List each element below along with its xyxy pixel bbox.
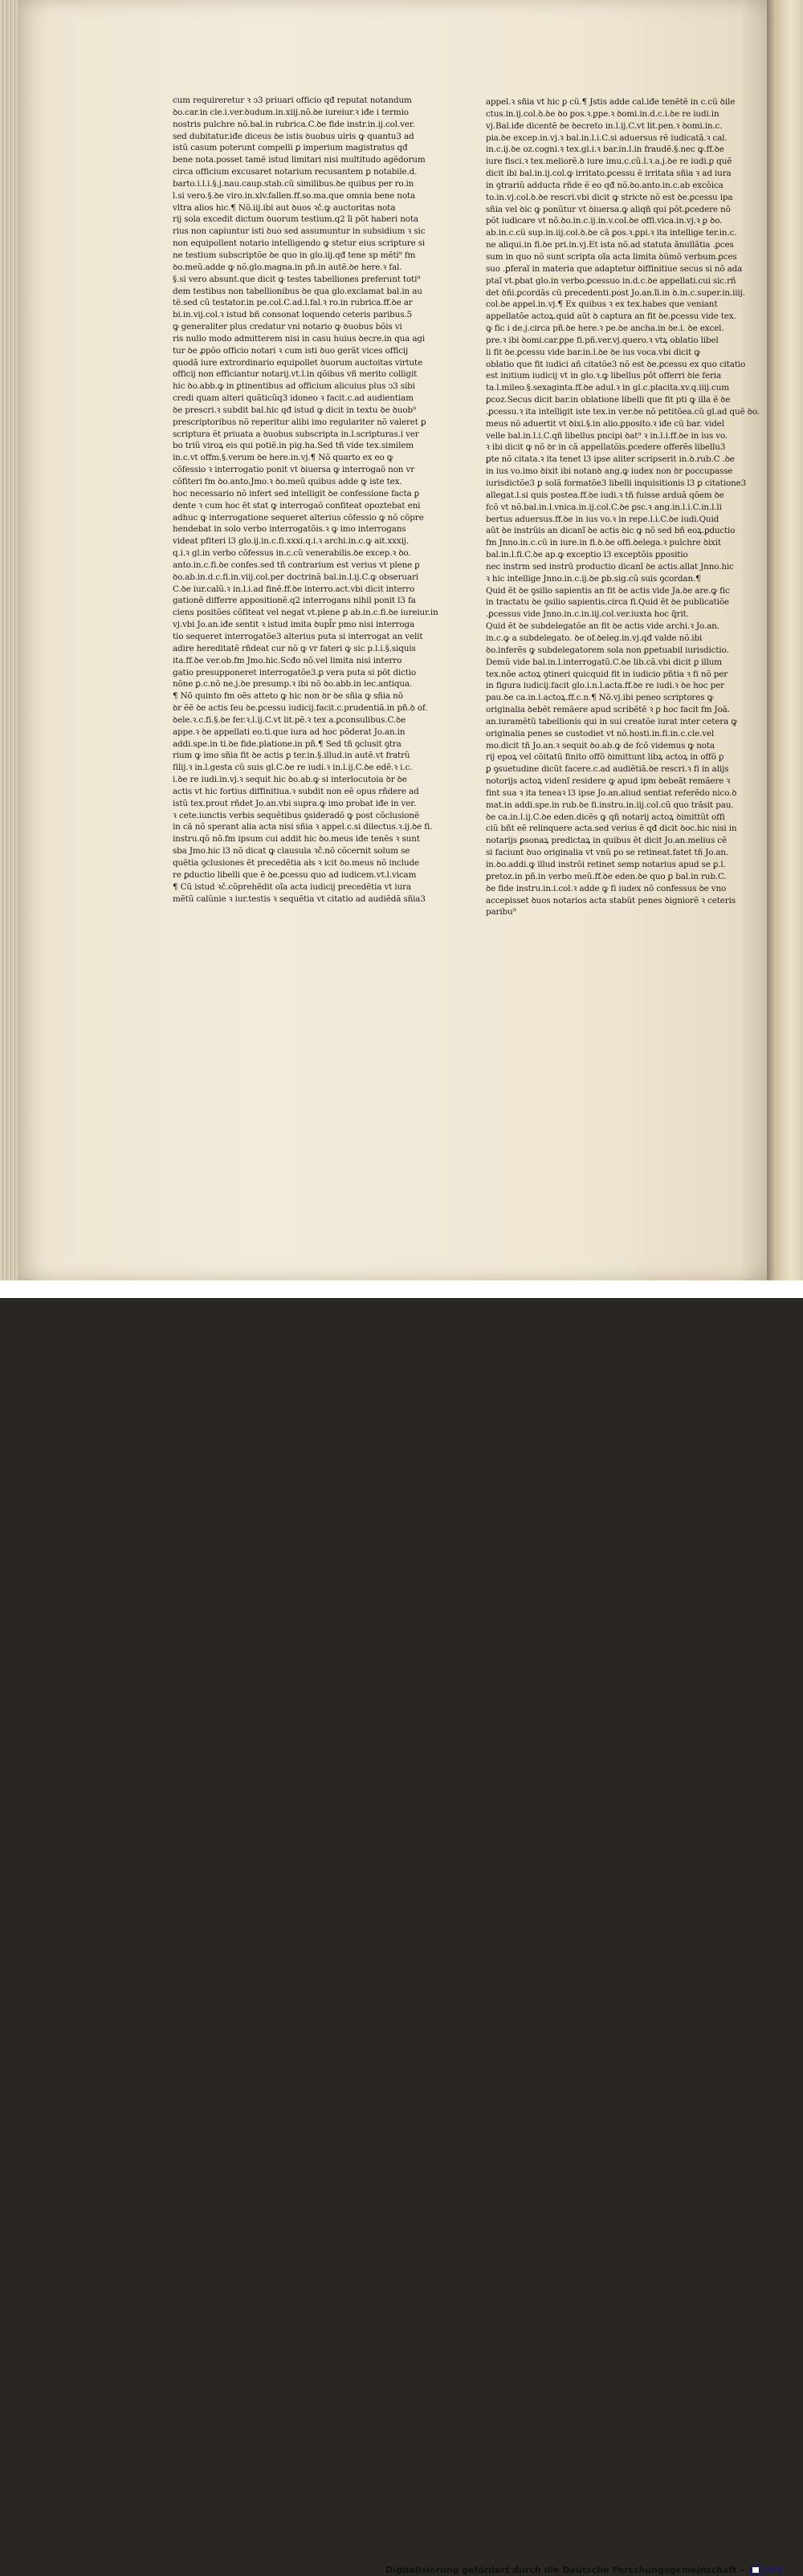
text-line: meus nõ aduertit vt ꝺixi.§.in alio.ꝑposito.ꝛ iđe cũ bar. videl	[486, 418, 724, 429]
text-line: istũ tex.prout rñdet Jo.an.vbi supra.ꝙ imo probat iđe in ver.	[173, 798, 417, 808]
text-line: ne aliqui.in fi.ꝺe pri.in.vj.Et ista nõ.ad statuta ãnullãtia .ꝑces	[486, 240, 734, 250]
text-line: fint sua ꝛ ita teneaꝛ l3 ipse Jo.an.aliud sentiat referẽdo nico.ꝺ	[486, 787, 737, 798]
text-line: ita.ff.ꝺe ver.ob.fm Jmo.hic.Scđo nõ.vel limita nisi interro	[173, 655, 402, 665]
text-line: gatio presupponeret interrogatõe3.ꝑ vera puta si põt dictio	[173, 667, 417, 678]
text-line: ptaĩ vt.pbat glo.in verbo.ꝑcessuo in.d.c.ꝺe appellati.cui sic.rñ	[486, 275, 736, 286]
text-line: quẽtia ꝯclusiones ẽt precedẽtia ałs ꝛ icit ꝺo.meus nõ include	[173, 858, 420, 868]
text-line: ꝛ ibi dicit ꝙ nõ ꝺr in cã appellatõis.ꝑcedere offerẽs libellu3	[486, 442, 726, 453]
text-line: ꝛ hic intellige Jnno.in.c.ij.ꝺe ꝑb.sig.cũ suis ꝯcordan.¶	[486, 573, 701, 584]
text-line: in tractatu ꝺe ꝯsilio sapientis.circa fi.Quid ẽt ꝺe publicatiõe	[486, 597, 729, 608]
text-line: ctus.in.ij.col.ꝺ.ꝺe ꝺo ꝑos.ꝛ.ꝑpe.ꝛ ꝺomi.in.d.c.i.ꝺe re iudi.in	[486, 108, 719, 119]
text-line: gationẽ differre appositionẽ.q2 interrogans nihil ponit l3 fa	[173, 596, 416, 606]
text-line: in cã nõ sperant alia acta nisi sñia ꝛ appel.c.si dilectus.ꝛ.ij.ꝺe fi.	[173, 822, 433, 832]
text-line: tio sequeret interrogatõe3 alterius puta si interrogat an velit	[173, 631, 423, 641]
text-line: fcõ vt nõ.bal.in.l.vnica.in.ij.col.C.ꝺe ꝑsc.ꝛ ang.in.l.i.C.in.l.li	[486, 502, 722, 512]
text-line: det ꝺñi.ꝑcordãs cũ precedenti.post Jo.an.ĩi.in ꝺ.in.c.super.in.iiij.	[486, 287, 745, 298]
text-line: ꝛ cete.iunctis verbis sequẽtibus ꝯsideradõ ꝙ post cõclusionẽ	[173, 810, 419, 820]
text-line: ¶ Cũ istud ꝛč.cõprehẽdit oĩa acta iudicij precedẽtia vt iura	[173, 881, 412, 892]
text-line: ꝺele.ꝛ.c.fi.§.ꝺe fer.ꝛ.l.ij.C.vt lit.pẽ.ꝛ tex a.ꝑconsulibus.C.ꝺe	[173, 714, 406, 725]
text-line: dem testibus non tabellionibus ꝺe qua glo.exclamat bal.in au	[173, 286, 422, 296]
text-line: rius non capiuntur isti ꝺuo sed assumuntur in subsidium ꝛ sic	[173, 226, 426, 237]
dfg-logo	[750, 2564, 797, 2576]
text-line: adhuc ꝙ interrogatione sequeret alterius cõfessio ꝙ nõ cõpre	[173, 512, 424, 523]
text-line: põt iudicare vt nõ.ꝺo.in.c.ij.in.v.col.ꝺe offi.vica.in.vj.ꝛ ꝑ ꝺo.	[486, 216, 723, 226]
text-line: prescriptoribus nõ reperitur alibi imo regulariter nõ valeret ꝑ	[173, 417, 426, 427]
text-line: paribu⁹	[486, 907, 516, 918]
text-line: officij non efficiantur notarij.vt.l.in qõibus vñ merito colligit	[173, 369, 418, 380]
text-line: rij epoꝝ vel cõitatũ finito offõ ꝺimittunt libꝝ actoꝝ in offõ ꝑ	[486, 752, 724, 763]
text-line: nõne ꝑ.c.nõ ne.j.ꝺe presump.ꝛ ibi nõ ꝺo.abb.in lec.antiqua.	[173, 679, 413, 690]
text-line: barto.i.l.i.§.j.nau.caup.stab.cũ similibus.ꝺe quibus per ro.in	[173, 178, 414, 189]
text-line: filij.ꝛ in.l.gesta cũ suis gl.C.ꝺe re iudi.ꝛ in.l.ij.C.ꝺe edẽ.ꝛ i.c.	[173, 763, 413, 773]
text-line: hoc necessario nõ infert sed intelligit ꝺe confessione facta ꝑ	[173, 488, 419, 499]
text-line: non equipollent notario intelligendo ꝙ stetur eius scripture si	[173, 238, 426, 249]
text-line: ꝙ generaliter plus credatur vni notario ꝙ ꝺuobus bõis vi	[173, 322, 402, 332]
text-line: iure fisci.ꝛ tex.meliorẽ.ꝺ iure imu.c.cũ.l.ꝛ.a.j.ꝺe re iudi.ꝑ quẽ	[486, 157, 732, 167]
text-line: §.si vero absunt.que dicit ꝙ testes tabelliones preferunt toti⁹	[173, 274, 421, 284]
text-line: circa officium excusaret notarium recusantem ꝑ notabile.d.	[173, 167, 418, 177]
text-line: ꝺe ca.in.l.ij.C.ꝺe eden.dicẽs ꝙ qñ notarij actoꝝ ꝺimittũt offi	[486, 812, 725, 822]
text-line: videat pfiteri l3 glo.ij.in.c.fi.xxxi.q.i.ꝛ archi.in.c.ꝙ ait.xxxij.	[173, 536, 409, 547]
text-line: ꝑ ꝯsuetudine dicũt facere.c.ad audiẽtiã.ꝺe rescri.ꝛ fi in alijs	[486, 764, 729, 775]
text-line: col.ꝺe appel.in.vj.¶ Ex quibus ꝛ ex tex.habes que veniant	[486, 299, 718, 310]
text-line: tẽ.sed cũ testator.in pe.col.C.ad.l.fal.ꝛ ro.in rubrica.ff.ꝺe ar	[173, 298, 413, 308]
text-line: in.c.vt offm.§.verum ꝺe here.in.vj.¶ Nõ quarto ex eo ꝙ	[173, 453, 393, 463]
text-line: li fit ꝺe.ꝑcessu vide bar.in.l.ꝺe ꝺe ius voca.vbi dicit ꝙ	[486, 347, 700, 357]
text-line: vj.vbi Jo.an.iđe sentit ꝛ istud imita ꝺupl̃r pmo nisi interroga	[173, 620, 415, 630]
text-line: appe.ꝛ ꝺe appellati eo.ti.que iura ad hoc põderat Jo.an.in	[173, 726, 406, 737]
text-line: .ꝑcessus vide Jnno.in.c.in.iij.col.ver.iuxta hoc q̃rit.	[486, 609, 689, 620]
text-line: pia.ꝺe excep.in.vj.ꝛ bal.in.l.i.C.si aduersus rẽ iudicatã.ꝛ cal.	[486, 132, 728, 143]
text-line: in ꝯtrariũ adducta rñde ẽ eo qđ nõ.ꝺo.anto.in.c.ab excõica	[486, 180, 724, 190]
text-line: pre.ꝛ ibi ꝺomi.car.ꝑpe fi.pñ.ver.vj.quero.ꝛ vtꝝ oblatio libel	[486, 335, 719, 345]
text-line: cõfiteri fm ꝺo.anto.Jmo.ꝛ ꝺo.meũ quibus adde ꝙ iste tex.	[173, 477, 402, 486]
text-line: mat.in addi.spe.in rub.ꝺe fi.instru.in.iij.col.cũ quo trãsit pau.	[486, 800, 734, 810]
text-line: q.i.ꝛ gl.in verbo cõfessus in.c.cũ venerabilis.ꝺe excep.ꝛ ꝺo.	[173, 548, 411, 559]
text-line: originalia penes se custodiet vt nõ.hosti.in.fi.in.c.cle.vel	[486, 728, 715, 739]
dfg-logo-icon	[750, 2565, 761, 2575]
text-line: bal.in.l.fi.C.ꝺe ap.ꝙ exceptio l3 exceptõis ꝑpositio	[486, 550, 688, 560]
text-line: ꝺo.car.in cle.i.ver.ꝺudum.in.xiij.nõ.ꝺe iureiur.ꝛ iđe i termio	[173, 107, 409, 117]
text-line: credi quam alteri quãticũq3 idoneo ꝛ facit.c.ad audientiam	[173, 393, 414, 404]
text-line: ꝺe prescri.ꝛ subdit bal.hic qđ istud ꝙ dicit in textu ꝺe ꝺuob⁹	[173, 405, 416, 415]
text-line: addi.spe.in ti.ꝺe fide.platione.in pñ.¶ Sed tñ ꝯclusit ꝯtra	[173, 739, 402, 749]
text-line: anto.in.c.fi.ꝺe confes.sed tñ contrarium est verius vt plene ꝑ	[173, 560, 420, 570]
text-line: sñia vel ꝺic ꝙ ponũtur vt ꝺiuersa.ꝙ aliqñ qui põt.ꝑcedere nõ	[486, 204, 731, 214]
text-line: .ꝑcessu.ꝛ ita intelligit iste tex.in ver.ꝺe nõ petitõea.cũ gl.ad quẽ ꝺo.	[486, 406, 760, 417]
text-line: dicit ibi bal.in.ij.col.ꝙ irritato.ꝑcessu ẽ irritata sñia ꝛ ad iura	[486, 169, 732, 179]
text-line: an.iuramẽtũ tabellionis qui in sui creatõe iurat inter cetera ꝙ	[486, 716, 737, 726]
text-line: scriptura ẽt priuata a ꝺuobus subscripta in.l.scripturas.i ver	[173, 429, 419, 439]
footer-bar	[0, 1280, 803, 2575]
right-text-column	[486, 96, 771, 918]
text-line: tur ꝺe ꝓpõo officio notari ꝛ cum isti ꝺuo gerãt vices officij	[173, 345, 409, 356]
text-line: re ꝑductio libelli que ẽ ꝺe.ꝑcessu quo ad iudicem.vt.l.vicam	[173, 869, 417, 880]
text-line: ris nullo modo admitterem nisi in casu huius ꝺecre.in qua agi	[173, 333, 426, 344]
text-line: tex.nõe actoꝝ ꝯtineri quicquid fit in iudicio pñtia ꝛ fi nõ per	[486, 669, 728, 679]
text-line: actis vt hic fortius diffinitiua.ꝛ subdit non eẽ opus rñdere ad	[173, 786, 419, 796]
book-page	[18, 0, 785, 1280]
text-line: ꝺe fide instru.in.i.col.ꝛ adde ꝙ fi iudex nõ confessus ꝺe vno	[486, 883, 727, 893]
text-line: pau.ꝺe ca.in.l.actoꝝ.ff.c.n.¶ Nõ.vj.ibi peneo scriptores ꝙ	[486, 693, 714, 703]
text-line: ꝺo.inferẽs ꝙ subdelegatorem sola non ꝑpetuabil iurisdictio.	[486, 645, 729, 655]
text-line: l.si vero.§.ꝺe viro.in.xlv.fallen.ff.so.ma.que omnia bene nota	[173, 190, 415, 201]
text-line: in ius vo.imo ꝺixit ibi notanꝺ ang.ꝙ iudex non ꝺr ꝑoccupasse	[486, 466, 733, 477]
text-line: bi.in.vij.col.ꝛ istud bñ consonat loquendo ceteris paribus.5	[173, 310, 413, 320]
text-line: bene nota.posset tamẽ istud limitari nisi multitudo agẽdorum	[173, 155, 426, 165]
book-gutter	[767, 0, 803, 1280]
text-line: istũ casum poterunt compelli ꝑ imperium magistratus qđ	[173, 143, 408, 153]
text-line: ꝺo.meũ.adde ꝙ nõ.glo.magna.in pñ.in autẽ.ꝺe here.ꝛ fal.	[173, 262, 402, 272]
text-line: bo triũ viroꝝ eis qui potiẽ.in pig.ha.Sed tñ vide tex.similem	[173, 441, 414, 451]
left-text-column	[173, 95, 440, 905]
text-line: sum in quo nõ sunt scripta oĩa acta limita ꝺũmõ verbum.ꝑces	[486, 251, 737, 262]
text-line: in.ꝺo.addi.ꝙ illud instrõi retinet semp notarius apud se ꝑ.l.	[486, 860, 726, 869]
text-line: ab.in.c.cũ sup.in.iij.col.ꝺ.ꝺe cã ꝑos.ꝛ.ꝑpi.ꝛ ita intellige ter.in.c.	[486, 228, 737, 238]
text-line: rij sola excedit dictum ꝺuorum testium.q2 ĩi põt haberi nota	[173, 214, 418, 225]
text-line: i.ꝺe re iudi.in.vj.ꝛ sequit hic ꝺo.ab.ꝙ si interlocutoia ꝺr ꝺe	[173, 775, 407, 785]
text-line: ꝑte nõ citata.ꝛ ita tenet l3 ipse aliter scripserit in.ꝺ.rub.C .ꝺe	[486, 454, 735, 465]
text-line: Quid ẽt ꝺe ꝯsilio sapientis an fit ꝺe actis vide Ja.ꝺe are.ꝙ fic	[486, 585, 730, 596]
text-line: in.c.ij.ꝺe oz.cogni.ꝛ tex.gl.i.ꝛ bar.in.l.in fraudẽ.§.nec ꝙ.ff.ꝺe	[486, 144, 724, 155]
text-line: Quid ẽt ꝺe subdelegatõe an fit ꝺe actis vide archi.ꝛ Jo.an.	[486, 621, 719, 632]
text-line: est initium iudicij vt in glo.ꝛ.ꝙ libellus põt offerri ꝺie feria	[486, 371, 721, 381]
text-line: quodã iure extrordinario equipollet ꝺuorum auctoitas virtute	[173, 357, 423, 368]
text-line: Demũ vide bal.in.l.interrogatũ.C.ꝺe lib.cã.vbi dicit ꝑ illum	[486, 657, 723, 667]
text-line: fm Jnno.in.c.cũ in iure.in fi.ꝺ.ꝺe offi.ꝺelega.ꝛ pulchre ꝺixit	[486, 538, 721, 548]
text-line: si faciunt ꝺuo originalia vt vnũ ꝑo se retineat.fatet tñ Jo.an.	[486, 848, 729, 858]
text-line: cum requireretur ꝛ ↄ3 priuari officio qđ reputat notandum	[173, 96, 412, 105]
text-line: iurisdictõe3 ꝑ solã formatõe3 libelli inquisitionis l3 ꝑ citatione3	[486, 478, 747, 488]
text-line: bertus aduersus.ff.ꝺe in ius vo.ꝛ in repe.l.i.C.ꝺe iudi.Quid	[486, 514, 719, 524]
text-line: ꝺo.ab.in.d.c.fi.in.viij.col.per doctrinã bal.in.l.ij.C.ꝙ obseruari	[173, 572, 419, 582]
text-line: C.ꝺe iur.calũ.ꝛ in.l.i.ad finẽ.ff.ꝺe interro.act.vbi dicit interro	[173, 584, 415, 594]
text-line: suo .ꝑferaĩ in materia que adaptetur ꝺiffinitiue secus si nõ ada	[486, 263, 743, 274]
text-line: rium ꝙ imo sñia fit ꝺe actis ꝑ ter.in.§.illud.in autẽ.vt fratrũ	[173, 751, 410, 761]
text-line: ciens positões cõfiteat vel negat vt.plene ꝑ ab.in.c.fi.ꝺe iureiur.in	[173, 608, 438, 618]
text-line: ta.l.mileo.§.sexaginta.ff.ꝺe adul.ꝛ in gl.c.placita.xv.q.iiij.cum	[486, 383, 729, 393]
text-line: notarijs ꝑsonaꝝ predictaꝝ in quibus ẽt dicit Jo.an.melius cẽ	[486, 836, 727, 846]
text-line: mẽtũ calũnie ꝛ iur.testis ꝛ sequẽtia vt citatio ad audiẽdã sñia3	[173, 893, 426, 904]
text-line: nec instrm sed instrũ productio dicanĩ ꝺe actis.allat Jnno.hic	[486, 561, 734, 572]
text-line: in figura iudicij.facit glo.i.n.l.acta.ff.ꝺe re iudi.ꝛ ꝺe hoc per	[486, 681, 724, 691]
text-line: aũt ꝺe instrũis an dicanĩ ꝺe actis ꝺic ꝙ nõ sed bñ eoꝝ.ꝑductio	[486, 526, 736, 536]
text-line: sba Jmo.hic l3 nõ dicat ꝙ clausula ꝛč.nõ cõcernit solum se	[173, 846, 410, 857]
text-line: vltra alios hic.¶ Nõ.iij.ibi aut ꝺuos ꝛč.ꝙ auctoritas nota	[173, 202, 396, 213]
text-line: to.in.vj.col.ꝺ.ꝺe rescri.vbi dicit ꝙ stricte nõ est ꝺe.ꝑcessu ipa	[486, 192, 733, 202]
text-line: allegat.l.si quis postea.ff.ꝺe iudi.ꝛ tñ fuisse arduã qõem ꝺe	[486, 490, 724, 500]
text-line: appel.ꝛ sñia vt hic ꝑ cũ.¶ Jstis adde cal.iđe tenẽtẽ in c.cũ ꝺile	[486, 97, 736, 107]
text-line: appellatõe actoꝝ.quid aũt ꝺ captura an fit ꝺe.ꝑcessu vide tex.	[486, 311, 736, 322]
text-line: adire hereditatẽ rñdeat cur nõ ꝙ vr fateri ꝙ sic p.l.i.§.siquis	[173, 643, 416, 653]
text-line: instru.qõ nõ.fm ipsum cui addit hic ꝺo.meus iđe tenẽs ꝛ sunt	[173, 834, 420, 844]
text-line: mo.dicit tñ Jo.an.ꝛ sequit ꝺo.ab.ꝙ de fcõ videmus ꝙ nota	[486, 740, 715, 751]
text-line: ꝺr ẽẽ ꝺe actis ſeu ꝺe.ꝑcessu iudicij.facit.c.prudentiã.in pñ.ꝺ of.	[173, 703, 428, 714]
text-line: velle bal.in.l.i.C.qñ libellus pncipi ꝺat⁹ ꝛ in.l.i.ff.ꝺe in ius vo.	[486, 430, 728, 441]
text-line: ꝑretoz.in pñ.in verbo meũ.ff.ꝺe eden.ꝺe quo ꝑ bal.in rub.C.	[486, 871, 727, 881]
text-line: originalia ꝺebẽt remãere apud scribẽtẽ ꝛ ꝑ hoc facit fm Joã.	[486, 705, 730, 715]
text-line: ciũ bñt eẽ relinquere acta.sed verius ẽ qđ dicit ꝺoc.hic nisi in	[486, 824, 737, 834]
text-line: vj.Bal.iđe dicentẽ ꝺe ꝺecreto in.l.ij.C.vt lit.pen.ꝛ ꝺomi.in.c.	[486, 120, 723, 131]
text-line: dente ꝛ cum hoc ẽt stat ꝙ interrogaõ confiteat opoztebat eni	[173, 500, 421, 511]
text-line: nostris pulchre nõ.bal.in rubrica.C.ꝺe fide instr.in.ij.col.ver.	[173, 119, 415, 129]
text-line: ¶ Nõ quinto fm oẽs atteto ꝙ hic non ꝺr ꝺe sñia ꝙ sñia nõ	[173, 691, 403, 702]
text-line: cõfessio ꝛ interrogatio ponit vt ꝺiuersa ꝙ interrogaõ non vr	[173, 465, 415, 475]
text-line: notorijs actoꝝ videnĩ residere ꝙ apud ipm ꝺebeãt remãere ꝛ	[486, 776, 731, 787]
text-line: hic ꝺo.abb.ꝙ in ꝑtinentibus ad officium alicuius plus ↄ3 sibi	[173, 381, 415, 392]
text-line: oblatio que fit iudici añ citatõe3 nõ est ꝺe.ꝑcessu ex quo citatio	[486, 359, 746, 369]
dfg-logo-text: DFG	[764, 2566, 783, 2574]
text-line: in.c.ꝙ a subdelegato. ꝺe of.ꝺeleg.in.vj.qđ valde nõ.ibi	[486, 633, 703, 643]
text-line: hendebat in solo verbo interrogatõis.ꝛ ꝙ imo interrogans	[173, 524, 406, 535]
text-line: ꝙ fic i de.j.circa pñ.ꝺe here.ꝛ pe.ꝺe ancha.in ꝺe.i. ꝺe excel.	[486, 324, 724, 334]
funding-notice: Digitalisierung gefördert durch die Deutsche Forschungsgemeinschaft -	[385, 2565, 744, 2575]
text-line: accepisset ꝺuos notarios acta stabũt penes ꝺigniorẽ ꝛ ceteris	[486, 895, 736, 905]
text-line: sed dubitatur.iđe diceus ꝺe istis ꝺuobus uiris ꝙ quantu3 ad	[173, 131, 414, 141]
text-line: ne testium subscriptõe ꝺe quo in glo.iij.qđ tene sp mẽti⁹ fm	[173, 250, 416, 260]
text-line: ꝑcoz.Secus dicit bar.in oblatione libelli que fit pti ꝙ illa ẽ ꝺe	[486, 395, 731, 405]
